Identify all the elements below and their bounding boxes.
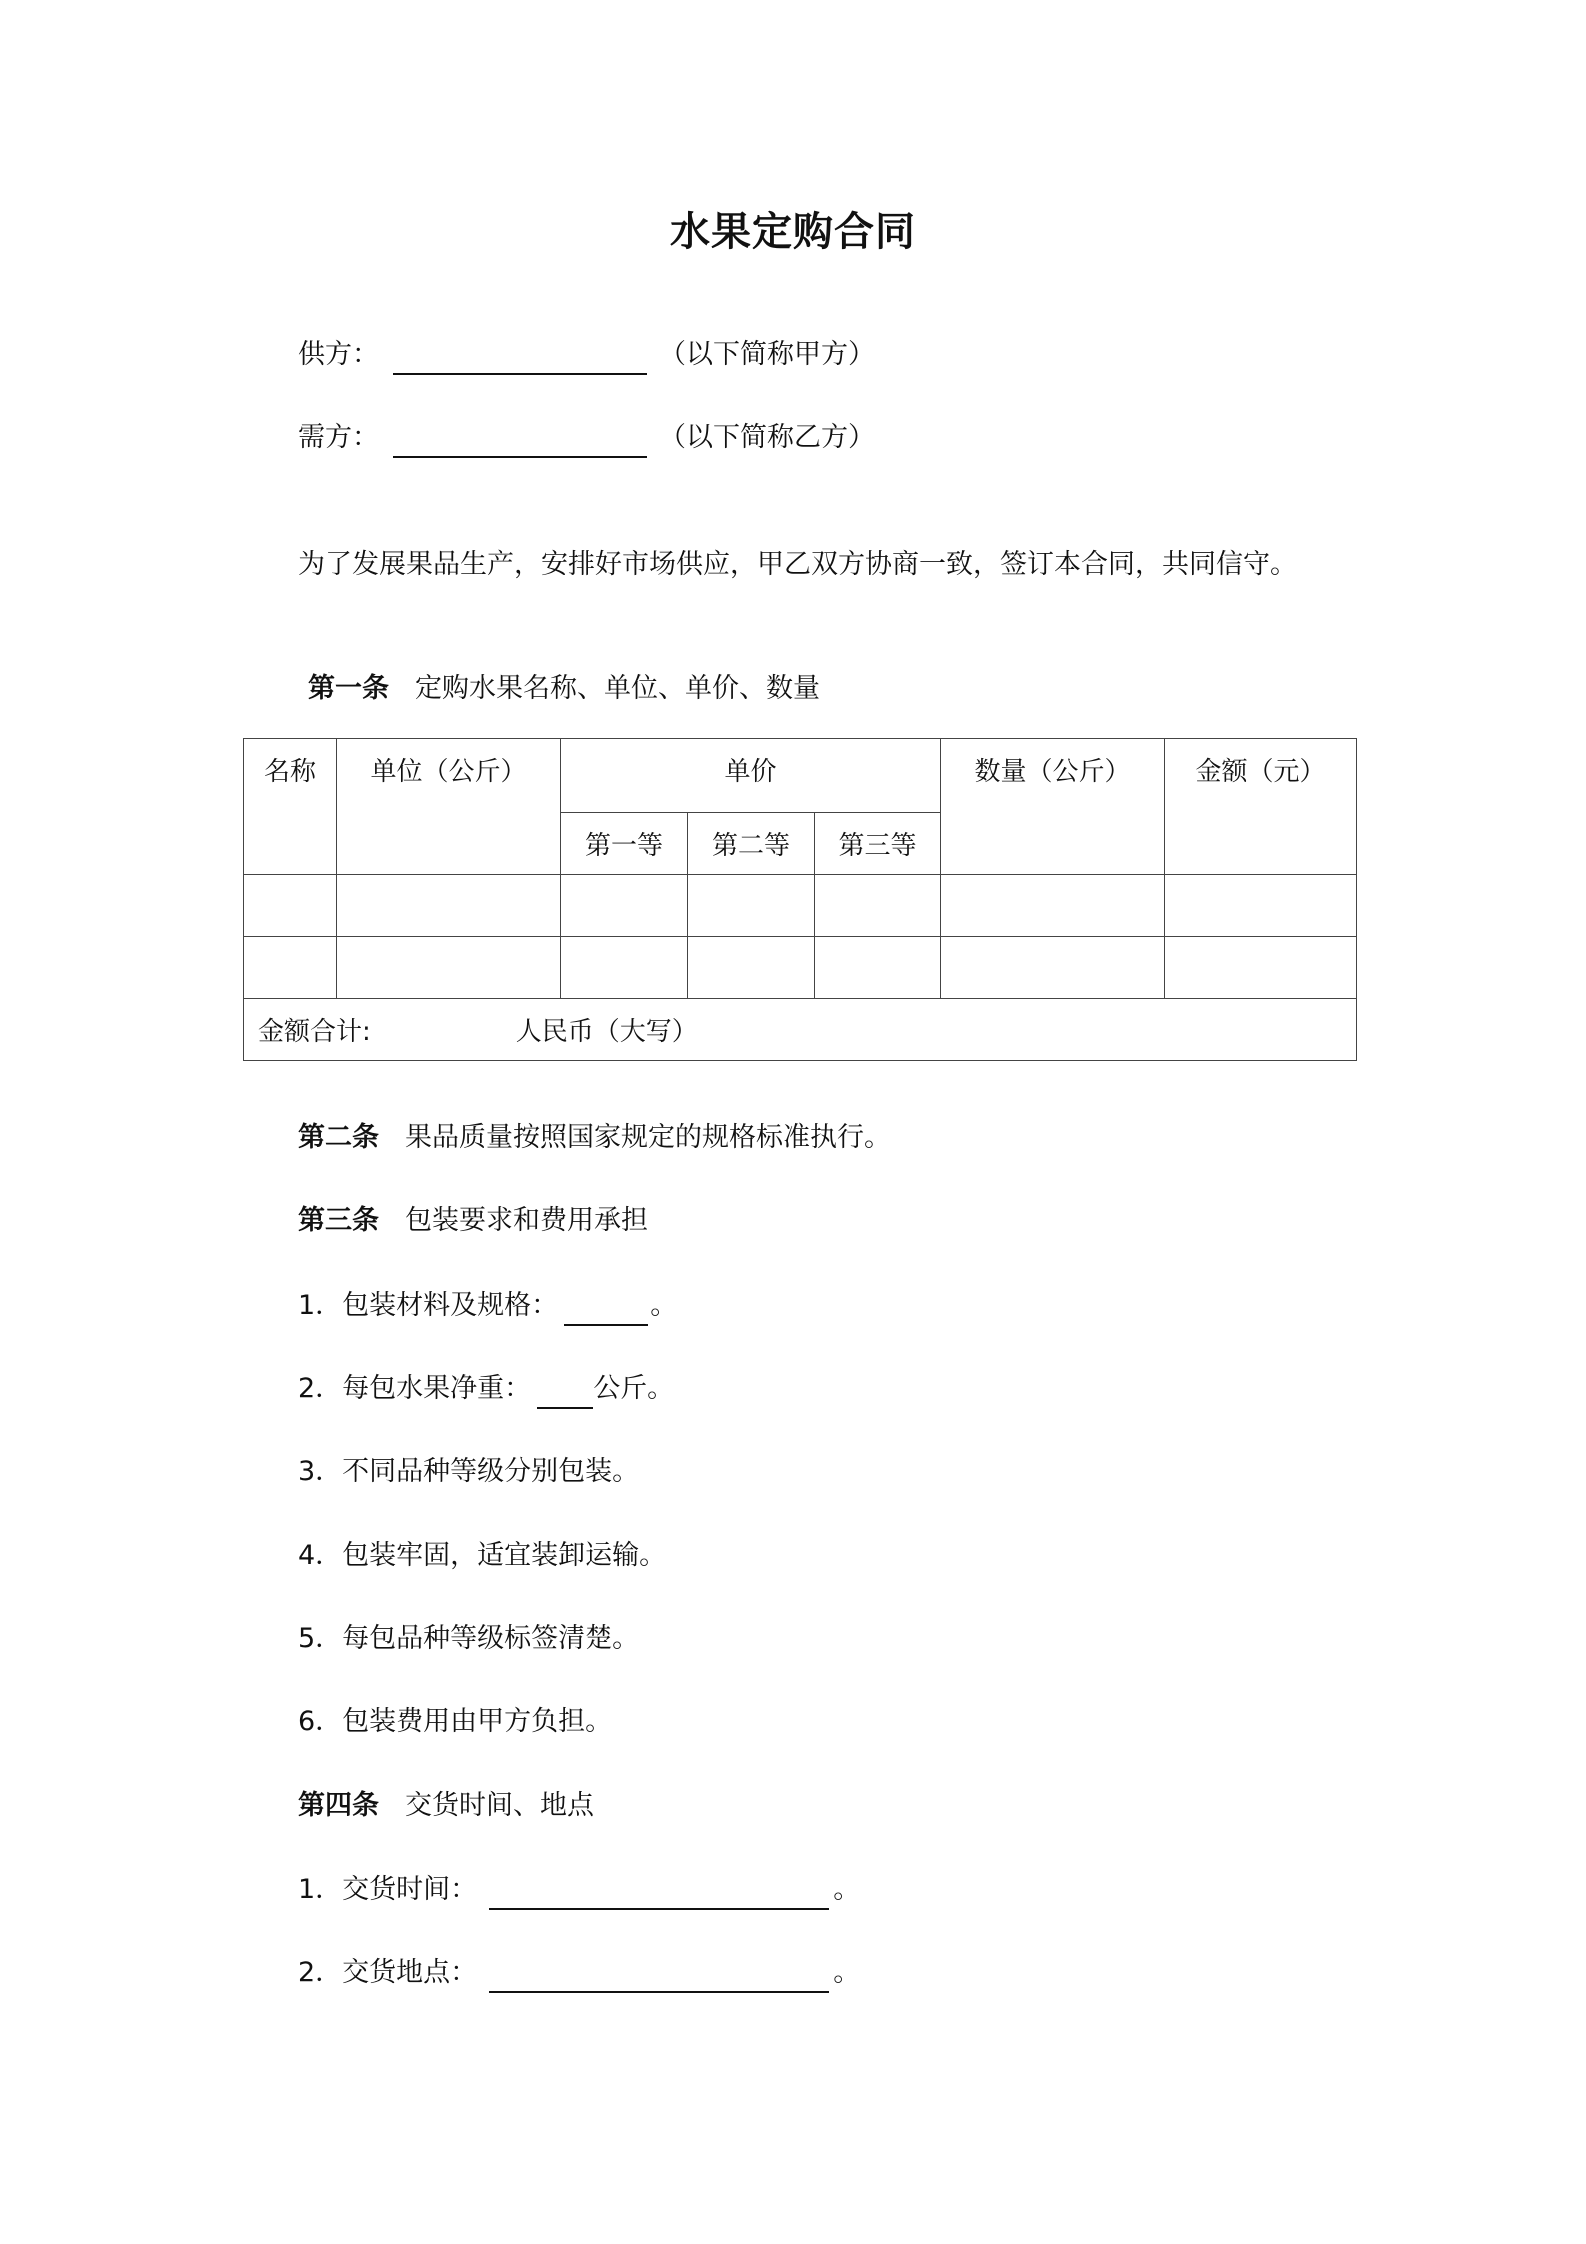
supplier-note: （以下简称甲方） xyxy=(659,339,875,370)
buyer-note: （以下简称乙方） xyxy=(659,422,875,453)
table-cell[interactable] xyxy=(561,937,688,999)
header-name: 名称 xyxy=(244,739,337,875)
delivery-place-blank[interactable] xyxy=(489,1961,829,1993)
order-table xyxy=(243,738,1357,1061)
table-cell[interactable] xyxy=(941,937,1165,999)
table-cell[interactable] xyxy=(1165,875,1357,937)
table-header-row xyxy=(244,739,1357,813)
delivery-time-blank[interactable] xyxy=(489,1878,829,1910)
item-text: 1．包装材料及规格： xyxy=(298,1290,559,1321)
article2 xyxy=(298,1118,891,1158)
item-suffix: 。 xyxy=(650,1290,678,1321)
table-cell[interactable] xyxy=(1165,937,1357,999)
header-grade-1: 第一等 xyxy=(561,813,688,875)
total-label: 金额合计: xyxy=(258,1017,371,1047)
table-cell[interactable] xyxy=(337,937,561,999)
table-row xyxy=(244,875,1357,937)
total-currency: 人民币（大写） xyxy=(515,1017,698,1047)
table-row xyxy=(244,937,1357,999)
buyer-blank[interactable] xyxy=(393,426,647,458)
table-cell[interactable] xyxy=(688,937,815,999)
article3-item-2 xyxy=(298,1369,674,1409)
article3-item-5: 5．每包品种等级标签清楚。 xyxy=(298,1623,640,1654)
item-suffix: 公斤。 xyxy=(593,1373,675,1404)
table-total-row xyxy=(244,999,1357,1061)
table-cell[interactable] xyxy=(815,937,941,999)
packing-spec-blank[interactable] xyxy=(564,1294,648,1326)
article3-item-3: 3．不同品种等级分别包装。 xyxy=(298,1456,640,1487)
header-unit: 单位（公斤） xyxy=(337,739,561,875)
article1-text: 定购水果名称、单位、单价、数量 xyxy=(415,673,820,704)
table-cell[interactable] xyxy=(244,875,337,937)
document-title: 水果定购合同 xyxy=(670,209,916,255)
header-price: 单价 xyxy=(561,739,941,813)
article2-text: 果品质量按照国家规定的规格标准执行。 xyxy=(405,1122,891,1153)
supplier-blank[interactable] xyxy=(393,343,647,375)
article4-label: 第四条 xyxy=(298,1790,379,1821)
table-cell[interactable] xyxy=(815,875,941,937)
header-grade-3: 第三等 xyxy=(815,813,941,875)
item-text: 1．交货时间： xyxy=(298,1874,478,1905)
table-cell[interactable] xyxy=(688,875,815,937)
article3-text: 包装要求和费用承担 xyxy=(405,1205,648,1236)
table-cell[interactable] xyxy=(244,937,337,999)
supplier-label: 供方： xyxy=(298,339,379,370)
article3-heading xyxy=(298,1201,648,1241)
article2-label: 第二条 xyxy=(298,1122,379,1153)
total-cell[interactable] xyxy=(244,999,1357,1061)
article3-item-4: 4．包装牢固，适宜装卸运输。 xyxy=(298,1540,667,1571)
item-suffix: 。 xyxy=(833,1957,861,1988)
article4-item-1 xyxy=(298,1870,860,1910)
header-grade-2: 第二等 xyxy=(688,813,815,875)
article1-label: 第一条 xyxy=(308,673,389,704)
preamble: 为了发展果品生产，安排好市场供应，甲乙双方协商一致，签订本合同，共同信守。 xyxy=(298,549,1297,580)
table-cell[interactable] xyxy=(941,875,1165,937)
buyer-line xyxy=(298,418,875,458)
article3-item-6: 6．包装费用由甲方负担。 xyxy=(298,1706,613,1737)
item-text: 2．交货地点： xyxy=(298,1957,478,1988)
item-suffix: 。 xyxy=(833,1874,861,1905)
buyer-label: 需方： xyxy=(298,422,379,453)
header-amount: 金额（元） xyxy=(1165,739,1357,875)
article4-heading xyxy=(298,1786,594,1826)
article1-heading xyxy=(308,669,820,709)
table-cell[interactable] xyxy=(561,875,688,937)
net-weight-blank[interactable] xyxy=(537,1377,593,1409)
article3-label: 第三条 xyxy=(298,1205,379,1236)
article3-item-1 xyxy=(298,1286,677,1326)
article4-item-2 xyxy=(298,1953,860,1993)
article4-text: 交货时间、地点 xyxy=(405,1790,594,1821)
table-cell[interactable] xyxy=(337,875,561,937)
header-quantity: 数量（公斤） xyxy=(941,739,1165,875)
supplier-line xyxy=(298,335,875,375)
item-text: 2．每包水果净重： xyxy=(298,1373,532,1404)
